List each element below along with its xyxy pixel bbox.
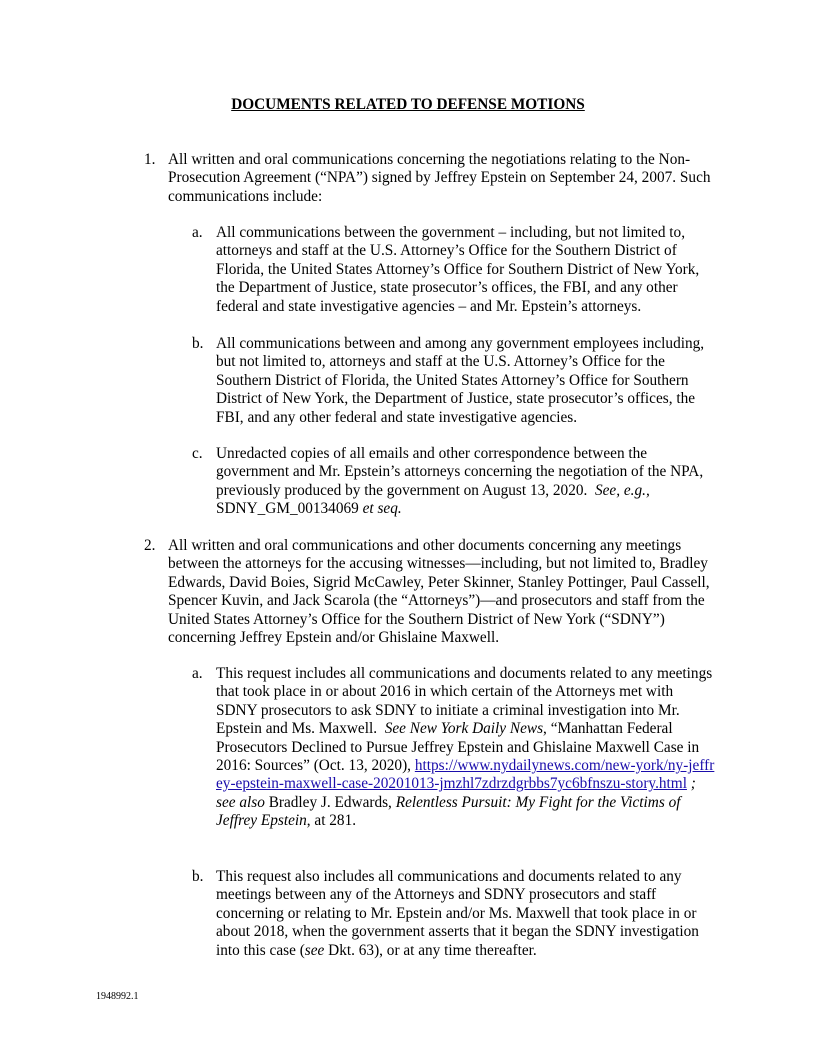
item-2-text: All written and oral communications and other documents concerning any meetings between the attorneys for the accusing witnesses—including, but not limited to, Bradley Edwards, David Boies, Sigrid McCawley, Peter Skinner, Stanley Pottinger, Paul Cassell, Spencer Kuvin, and Jack Scarola (the “Attorneys”)—and prosecutors and staff from the United States Attorney’s Office for the Southern District of New York (“SDNY”) concerning Jeffrey Epstein and/or Ghislaine Maxwell.: [168, 537, 710, 647]
item-2a-see-also: ; see also: [216, 775, 696, 811]
item-2b-text: [216, 868, 720, 960]
item-2b-end: Dkt. 63), or at any time thereafter.: [328, 941, 537, 959]
item-2a-see: See New York Daily News: [384, 720, 544, 738]
item-1c-letter: c.: [192, 445, 203, 462]
item-2a-book: Relentless Pursuit: My Fight for the Victims of Jeffrey Epstein: [216, 793, 681, 830]
item-2a-author: Bradley J. Edwards,: [268, 793, 392, 811]
item-1-number: 1.: [144, 151, 156, 168]
item-1c-bates: SDNY_GM_00134069: [216, 500, 359, 518]
item-1a-letter: a.: [192, 224, 203, 241]
item-1c-main: Unredacted copies of all emails and other correspondence between the government and Mr. Epstein’s attorneys concerning the negotiation of the NPA, previously produced by the government on August 13, 2020.: [216, 445, 704, 499]
item-2b-letter: b.: [192, 868, 204, 885]
item-1a-text: All communications between the government – including, but not limited to, attorneys and staff at the U.S. Attorney’s Office for the Southern District of Florida, the United States Attorney’s Office for Southern District of New York, the Department of Justice, state prosecutor’s offices, the FBI, and any other federal and state investigative agencies – and Mr. Epstein’s attorneys.: [216, 224, 700, 315]
item-2a-letter: a.: [192, 665, 203, 682]
item-1c-see-eg: See, e.g.,: [594, 481, 650, 499]
item-2a-url-link[interactable]: https://www.nydailynews.com/new-york/ny-jeffrey-epstein-maxwell-case-20201013-jmzhl7zdrzdgrbbs7yc6bfnszu-story.html: [216, 757, 715, 793]
item-2a-page-ref: , at 281.: [306, 812, 357, 830]
item-1c-et-seq: et seq.: [362, 500, 402, 518]
item-1c-text: [216, 445, 716, 519]
item-2a-text: [216, 665, 716, 831]
item-2a-article: , “Manhattan Federal Prosecutors Declined to Pursue Jeffrey Epstein and Ghislaine Maxwell Case in 2016: Sources” (Oct. 13, 2020),: [216, 720, 700, 775]
item-1-text: All written and oral communications concerning the negotiations relating to the Non-Prosecution Agreement (“NPA”) signed by Jeffrey Epstein on September 24, 2007. Such communications include:: [168, 151, 711, 205]
item-2-number: 2.: [144, 537, 156, 554]
item-1b-text: All communications between and among any government employees including, but not limited to, attorneys and staff at the U.S. Attorney’s Office for the Southern District of Florida, the United States Attorney’s Office for Southern District of New York, the Department of Justice, state prosecutor’s offices, the FBI, and any other federal and state investigative agencies.: [216, 335, 705, 426]
item-2b-see: see: [304, 941, 325, 959]
item-1b-letter: b.: [192, 335, 204, 352]
document-id-footer: 1948992.1: [96, 991, 139, 1002]
page-title: DOCUMENTS RELATED TO DEFENSE MOTIONS: [231, 96, 585, 113]
item-2b-main: This request also includes all communications and documents related to any meetings between any of the Attorneys and SDNY prosecutors and staff concerning or relating to Mr. Epstein and/or Ms. Maxwell that took place in or about 2018, when the government asserts that it began the SDNY investigation into this case (: [216, 868, 699, 959]
item-2a-main: This request includes all communications and documents related to any meetings that took place in or about 2016 in which certain of the Attorneys met with SDNY prosecutors to ask SDNY to initiate a criminal investigation into Mr. Epstein and Ms. Maxwell.: [216, 665, 713, 738]
